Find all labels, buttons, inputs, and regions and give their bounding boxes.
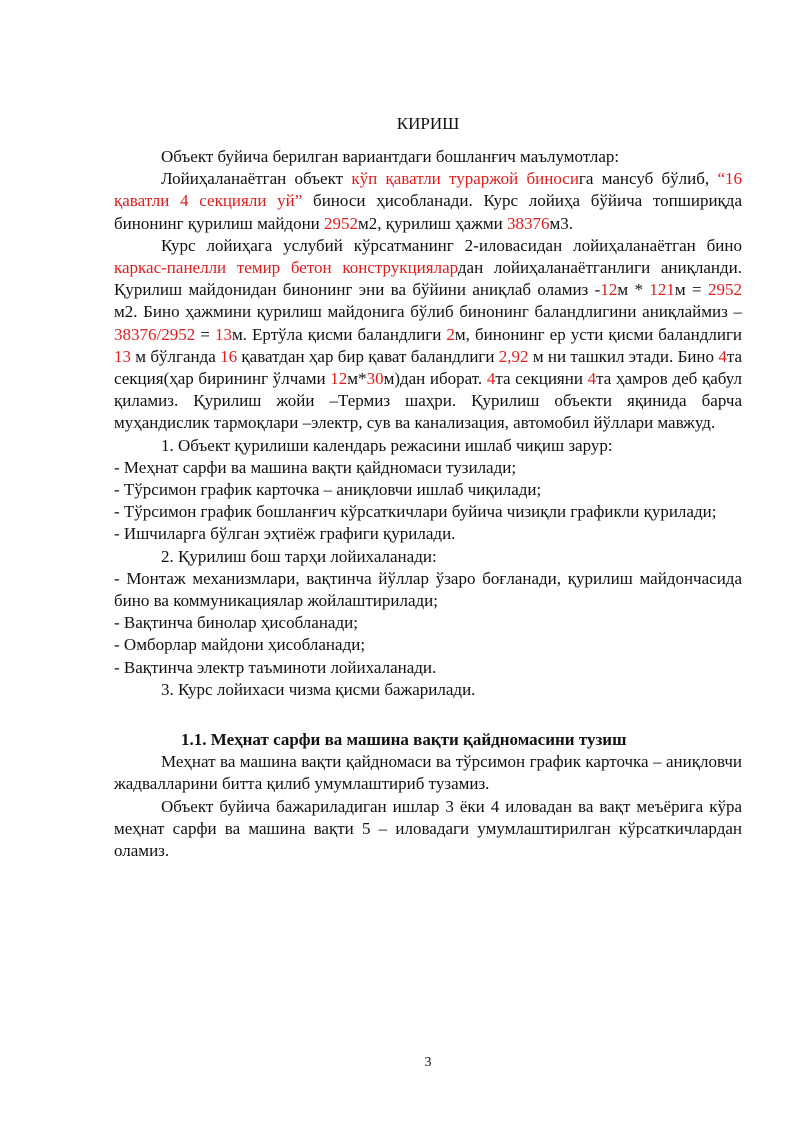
page-number: 3 bbox=[424, 1055, 432, 1070]
section-paragraph-2: Объект буйича бажариладиган ишлар 3 ёки 4 иловадан ва вақт меъёрига кўра меҳнат сарфи ва машина вақти 5 – иловадаги умумлаштирилган кўрсаткичлардан оламиз. bbox=[114, 796, 742, 861]
building-parameters-paragraph: Курс лойиҳага услубий кўрсатманинг 2-иловасидан лойиҳаланаётган бино каркас-панелли темир бетон конструкциялардан лойиҳаланаётганлиги аниқланди. Қурилиш майдонидан бинонинг эни ва бўйини аниқлаб оламиз -12м * 121м = 2952 м2. Бино ҳажмини қурилиш майдонига бўлиб бинонинг баландлигини аниқлаймиз –38376/2952 = 13м. Ертўла қисми баландлиги 2м, бинонинг ер усти қисми баландлиги 13 м бўлганда 16 қаватдан ҳар бир қават баландлиги 2,92 м ни ташкил этади. Бино 4та секция(ҳар бирининг ўлчами 12м*30м)дан иборат. 4та секцияни 4та ҳамров деб қабул қиламиз. Қурилиш жойи –Термиз шаҳри. Қурилиш объекти яқинида барча муҳандислик тармоқлари –электр, сув ва канализация, автомобил йўллари мавжуд. bbox=[114, 235, 743, 433]
document-body bbox=[114, 146, 742, 862]
object-description-paragraph: Лойиҳаланаётган объект кўп қаватли тураржой биносига мансуб бўлиб, “16 қаватли 4 секцияли уй” биноси ҳисобланади. Курс лойиҳа бўйича топшириқда бинонинг қурилиш майдони 2952м2, қурилиш ҳажми 38376м3. bbox=[114, 169, 742, 233]
list-item: - Вақтинча бинолар ҳисобланади; bbox=[114, 613, 358, 633]
intro-paragraph: Объект буйича берилган вариантдаги бошланғич маълумотлар: bbox=[161, 147, 620, 166]
numbered-item-2: 2. Қурилиш бош тарҳи лойихаланади: bbox=[161, 546, 437, 566]
list-item: - Тўрсимон график бошланғич кўрсаткичлари буйича чизиқли графикли қурилади; bbox=[114, 502, 717, 522]
list-item: - Меҳнат сарфи ва машина вақти қайдномаси тузилади; bbox=[114, 457, 517, 477]
list-item: - Ишчиларга бўлган эҳтиёж графиги қурилади. bbox=[114, 524, 456, 544]
page-title: КИРИШ bbox=[396, 114, 460, 133]
list-item: - Омборлар майдони ҳисобланади; bbox=[114, 635, 366, 655]
section-heading: 1.1. Меҳнат сарфи ва машина вақти қайдномасини тузиш bbox=[181, 730, 627, 750]
list-item: - Монтаж механизмлари, вақтинча йўллар ўзаро боғланади, қурилиш майдончасида бино ва коммуникациялар жойлаштирилади; bbox=[114, 568, 742, 611]
list-item: - Вақтинча электр таъминоти лойихаланади. bbox=[114, 657, 437, 677]
numbered-item-1: 1. Объект қурилиши календарь режасини ишлаб чиқиш зарур: bbox=[161, 435, 613, 455]
section-paragraph-1: Меҳнат ва машина вақти қайдномаси ва тўрсимон график карточка – аниқловчи жадвалларини битта қилиб умумлаштириб тузамиз. bbox=[114, 752, 742, 794]
numbered-item-3: 3. Курс лойихаси чизма қисми бажарилади. bbox=[161, 679, 476, 699]
list-item: - Тўрсимон график карточка – аниқловчи ишлаб чиқилади; bbox=[114, 480, 542, 500]
